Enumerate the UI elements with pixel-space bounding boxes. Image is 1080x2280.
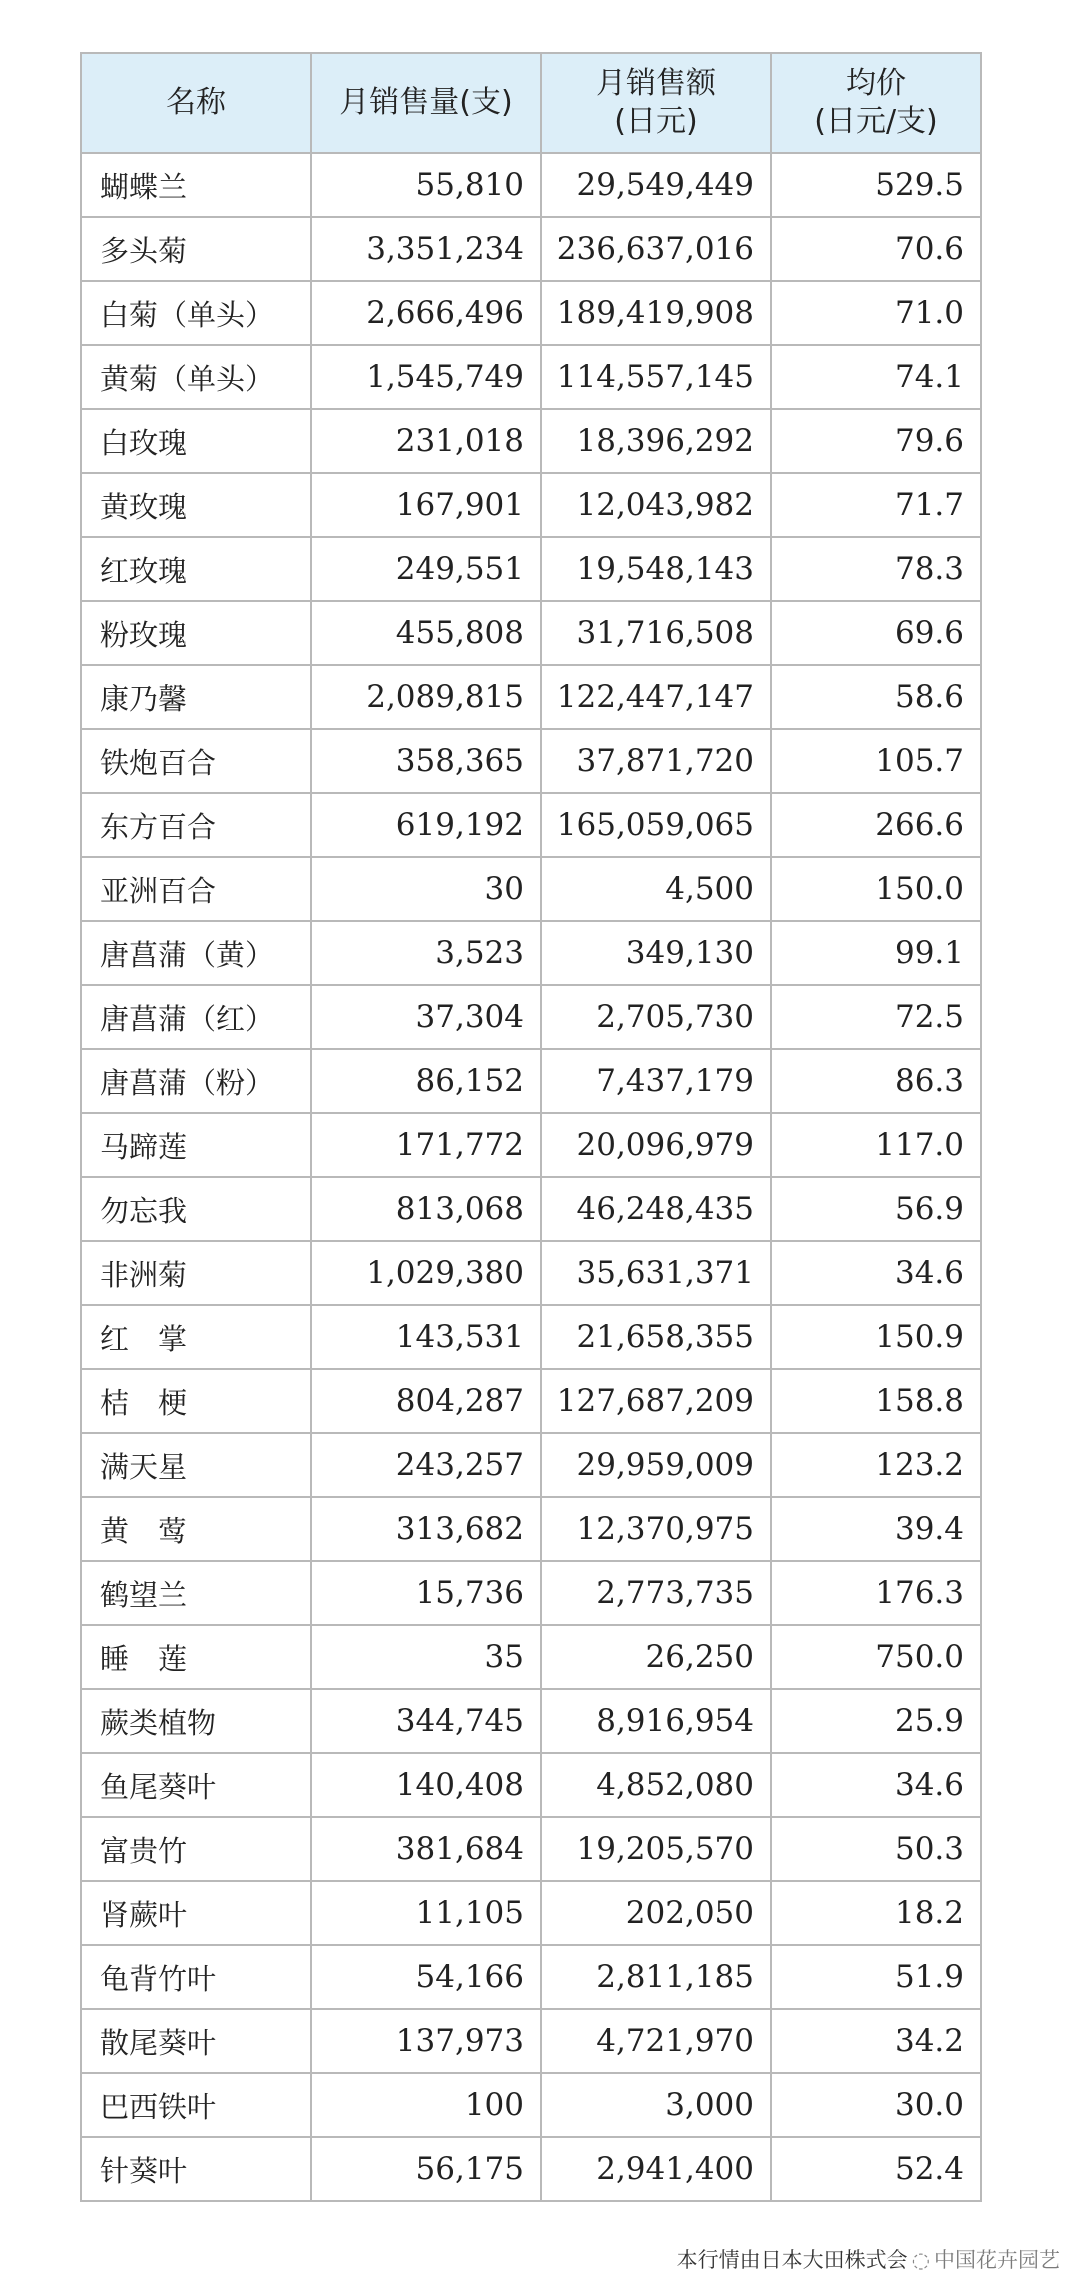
table-row bbox=[81, 793, 981, 857]
cell-amount: 37,871,720 bbox=[541, 729, 771, 793]
table-row bbox=[81, 1305, 981, 1369]
cell-price: 72.5 bbox=[771, 985, 981, 1049]
table-row bbox=[81, 1689, 981, 1753]
cell-name: 唐菖蒲（红） bbox=[81, 985, 311, 1049]
cell-price: 86.3 bbox=[771, 1049, 981, 1113]
watermark-text: 中国花卉园艺 bbox=[934, 2248, 1060, 2272]
table-row bbox=[81, 2009, 981, 2073]
cell-price: 58.6 bbox=[771, 665, 981, 729]
cell-name: 多头菊 bbox=[81, 217, 311, 281]
cell-price: 158.8 bbox=[771, 1369, 981, 1433]
table-row bbox=[81, 1113, 981, 1177]
cell-name: 红玫瑰 bbox=[81, 537, 311, 601]
cell-name: 马蹄莲 bbox=[81, 1113, 311, 1177]
cell-quantity: 243,257 bbox=[311, 1433, 541, 1497]
cell-price: 50.3 bbox=[771, 1817, 981, 1881]
table-row bbox=[81, 665, 981, 729]
cell-quantity: 171,772 bbox=[311, 1113, 541, 1177]
cell-price: 18.2 bbox=[771, 1881, 981, 1945]
cell-quantity: 231,018 bbox=[311, 409, 541, 473]
table-row bbox=[81, 217, 981, 281]
cell-quantity: 813,068 bbox=[311, 1177, 541, 1241]
cell-price: 117.0 bbox=[771, 1113, 981, 1177]
cell-price: 79.6 bbox=[771, 409, 981, 473]
header-amount bbox=[541, 53, 771, 153]
cell-amount: 3,000 bbox=[541, 2073, 771, 2137]
cell-name: 铁炮百合 bbox=[81, 729, 311, 793]
cell-amount: 21,658,355 bbox=[541, 1305, 771, 1369]
cell-price: 56.9 bbox=[771, 1177, 981, 1241]
table-row bbox=[81, 2137, 981, 2201]
cell-quantity: 1,545,749 bbox=[311, 345, 541, 409]
cell-name: 唐菖蒲（黄） bbox=[81, 921, 311, 985]
cell-quantity: 11,105 bbox=[311, 1881, 541, 1945]
header-amount-line1: 月销售额 bbox=[596, 66, 716, 101]
header-price-line1: 均价 bbox=[846, 66, 906, 101]
table-row bbox=[81, 1497, 981, 1561]
table-row bbox=[81, 1561, 981, 1625]
cell-amount: 236,637,016 bbox=[541, 217, 771, 281]
table-header-row bbox=[81, 53, 981, 153]
cell-amount: 122,447,147 bbox=[541, 665, 771, 729]
cell-price: 30.0 bbox=[771, 2073, 981, 2137]
cell-name: 非洲菊 bbox=[81, 1241, 311, 1305]
cell-price: 52.4 bbox=[771, 2137, 981, 2201]
cell-amount: 4,500 bbox=[541, 857, 771, 921]
cell-quantity: 35 bbox=[311, 1625, 541, 1689]
cell-name: 白菊（单头） bbox=[81, 281, 311, 345]
cell-name: 富贵竹 bbox=[81, 1817, 311, 1881]
cell-price: 34.6 bbox=[771, 1753, 981, 1817]
cell-quantity: 54,166 bbox=[311, 1945, 541, 2009]
table-row bbox=[81, 1881, 981, 1945]
table-row bbox=[81, 537, 981, 601]
cell-name: 勿忘我 bbox=[81, 1177, 311, 1241]
cell-name: 康乃馨 bbox=[81, 665, 311, 729]
cell-name: 唐菖蒲（粉） bbox=[81, 1049, 311, 1113]
cell-quantity: 37,304 bbox=[311, 985, 541, 1049]
cell-amount: 7,437,179 bbox=[541, 1049, 771, 1113]
cell-quantity: 100 bbox=[311, 2073, 541, 2137]
table-row bbox=[81, 1177, 981, 1241]
cell-amount: 31,716,508 bbox=[541, 601, 771, 665]
cell-quantity: 381,684 bbox=[311, 1817, 541, 1881]
cell-amount: 12,043,982 bbox=[541, 473, 771, 537]
cell-price: 39.4 bbox=[771, 1497, 981, 1561]
cell-amount: 29,959,009 bbox=[541, 1433, 771, 1497]
cell-quantity: 56,175 bbox=[311, 2137, 541, 2201]
header-price-line2: (日元/支) bbox=[814, 104, 938, 139]
cell-amount: 26,250 bbox=[541, 1625, 771, 1689]
cell-quantity: 358,365 bbox=[311, 729, 541, 793]
cell-amount: 4,852,080 bbox=[541, 1753, 771, 1817]
cell-price: 150.0 bbox=[771, 857, 981, 921]
table-row bbox=[81, 1945, 981, 2009]
cell-amount: 127,687,209 bbox=[541, 1369, 771, 1433]
table-row bbox=[81, 857, 981, 921]
cell-price: 266.6 bbox=[771, 793, 981, 857]
cell-amount: 189,419,908 bbox=[541, 281, 771, 345]
table-row bbox=[81, 985, 981, 1049]
cell-amount: 18,396,292 bbox=[541, 409, 771, 473]
cell-name: 蝴蝶兰 bbox=[81, 153, 311, 217]
cell-amount: 12,370,975 bbox=[541, 1497, 771, 1561]
cell-amount: 35,631,371 bbox=[541, 1241, 771, 1305]
cell-amount: 8,916,954 bbox=[541, 1689, 771, 1753]
source-text: 本行情由日本大田株式会 bbox=[676, 2248, 908, 2272]
cell-amount: 19,205,570 bbox=[541, 1817, 771, 1881]
cell-amount: 19,548,143 bbox=[541, 537, 771, 601]
cell-amount: 2,811,185 bbox=[541, 1945, 771, 2009]
cell-price: 99.1 bbox=[771, 921, 981, 985]
cell-quantity: 804,287 bbox=[311, 1369, 541, 1433]
table-row bbox=[81, 2073, 981, 2137]
cell-price: 69.6 bbox=[771, 601, 981, 665]
cell-quantity: 55,810 bbox=[311, 153, 541, 217]
cell-quantity: 344,745 bbox=[311, 1689, 541, 1753]
cell-price: 34.2 bbox=[771, 2009, 981, 2073]
cell-amount: 2,705,730 bbox=[541, 985, 771, 1049]
cell-name: 东方百合 bbox=[81, 793, 311, 857]
table-row bbox=[81, 1049, 981, 1113]
cell-name: 黄菊（单头） bbox=[81, 345, 311, 409]
cell-quantity: 143,531 bbox=[311, 1305, 541, 1369]
cell-quantity: 249,551 bbox=[311, 537, 541, 601]
cell-amount: 202,050 bbox=[541, 1881, 771, 1945]
cell-quantity: 137,973 bbox=[311, 2009, 541, 2073]
cell-name: 鱼尾葵叶 bbox=[81, 1753, 311, 1817]
cell-amount: 46,248,435 bbox=[541, 1177, 771, 1241]
cell-amount: 349,130 bbox=[541, 921, 771, 985]
cell-name: 满天星 bbox=[81, 1433, 311, 1497]
cell-price: 70.6 bbox=[771, 217, 981, 281]
cell-name: 鹤望兰 bbox=[81, 1561, 311, 1625]
table-row bbox=[81, 1753, 981, 1817]
cell-price: 176.3 bbox=[771, 1561, 981, 1625]
table-row bbox=[81, 153, 981, 217]
cell-name: 粉玫瑰 bbox=[81, 601, 311, 665]
cell-name: 蕨类植物 bbox=[81, 1689, 311, 1753]
cell-quantity: 619,192 bbox=[311, 793, 541, 857]
table-row bbox=[81, 1625, 981, 1689]
cell-price: 71.7 bbox=[771, 473, 981, 537]
cell-name: 肾蕨叶 bbox=[81, 1881, 311, 1945]
table-row bbox=[81, 921, 981, 985]
cell-price: 78.3 bbox=[771, 537, 981, 601]
cell-quantity: 140,408 bbox=[311, 1753, 541, 1817]
cell-name: 龟背竹叶 bbox=[81, 1945, 311, 2009]
table-row bbox=[81, 345, 981, 409]
cell-quantity: 3,351,234 bbox=[311, 217, 541, 281]
cell-amount: 114,557,145 bbox=[541, 345, 771, 409]
table-row bbox=[81, 1433, 981, 1497]
cell-name: 巴西铁叶 bbox=[81, 2073, 311, 2137]
header-amount-line2: (日元) bbox=[614, 104, 698, 139]
flower-sales-table bbox=[80, 52, 982, 2202]
cell-name: 散尾葵叶 bbox=[81, 2009, 311, 2073]
cell-quantity: 2,666,496 bbox=[311, 281, 541, 345]
cell-price: 51.9 bbox=[771, 1945, 981, 2009]
cell-name: 睡 莲 bbox=[81, 1625, 311, 1689]
cell-price: 34.6 bbox=[771, 1241, 981, 1305]
cell-amount: 165,059,065 bbox=[541, 793, 771, 857]
cell-quantity: 2,089,815 bbox=[311, 665, 541, 729]
table-row bbox=[81, 473, 981, 537]
cell-name: 红 掌 bbox=[81, 1305, 311, 1369]
cell-amount: 29,549,449 bbox=[541, 153, 771, 217]
cell-amount: 2,773,735 bbox=[541, 1561, 771, 1625]
table-row bbox=[81, 729, 981, 793]
footer-source bbox=[677, 2244, 1060, 2274]
cell-amount: 20,096,979 bbox=[541, 1113, 771, 1177]
cell-quantity: 15,736 bbox=[311, 1561, 541, 1625]
cell-name: 桔 梗 bbox=[81, 1369, 311, 1433]
header-name: 名称 bbox=[81, 53, 311, 153]
table-row bbox=[81, 1369, 981, 1433]
table-row bbox=[81, 1817, 981, 1881]
wechat-icon: ◌ bbox=[911, 2248, 930, 2272]
cell-quantity: 313,682 bbox=[311, 1497, 541, 1561]
cell-quantity: 167,901 bbox=[311, 473, 541, 537]
cell-amount: 2,941,400 bbox=[541, 2137, 771, 2201]
cell-price: 74.1 bbox=[771, 345, 981, 409]
header-price bbox=[771, 53, 981, 153]
table-row bbox=[81, 601, 981, 665]
cell-quantity: 1,029,380 bbox=[311, 1241, 541, 1305]
table-row bbox=[81, 1241, 981, 1305]
table-row bbox=[81, 409, 981, 473]
cell-quantity: 30 bbox=[311, 857, 541, 921]
cell-price: 25.9 bbox=[771, 1689, 981, 1753]
cell-price: 105.7 bbox=[771, 729, 981, 793]
cell-name: 白玫瑰 bbox=[81, 409, 311, 473]
cell-price: 71.0 bbox=[771, 281, 981, 345]
cell-price: 150.9 bbox=[771, 1305, 981, 1369]
cell-price: 529.5 bbox=[771, 153, 981, 217]
cell-amount: 4,721,970 bbox=[541, 2009, 771, 2073]
cell-name: 针葵叶 bbox=[81, 2137, 311, 2201]
cell-quantity: 3,523 bbox=[311, 921, 541, 985]
cell-name: 黄玫瑰 bbox=[81, 473, 311, 537]
cell-price: 123.2 bbox=[771, 1433, 981, 1497]
cell-name: 黄 莺 bbox=[81, 1497, 311, 1561]
cell-price: 750.0 bbox=[771, 1625, 981, 1689]
table-row bbox=[81, 281, 981, 345]
cell-quantity: 86,152 bbox=[311, 1049, 541, 1113]
header-quantity: 月销售量(支) bbox=[311, 53, 541, 153]
cell-name: 亚洲百合 bbox=[81, 857, 311, 921]
cell-quantity: 455,808 bbox=[311, 601, 541, 665]
